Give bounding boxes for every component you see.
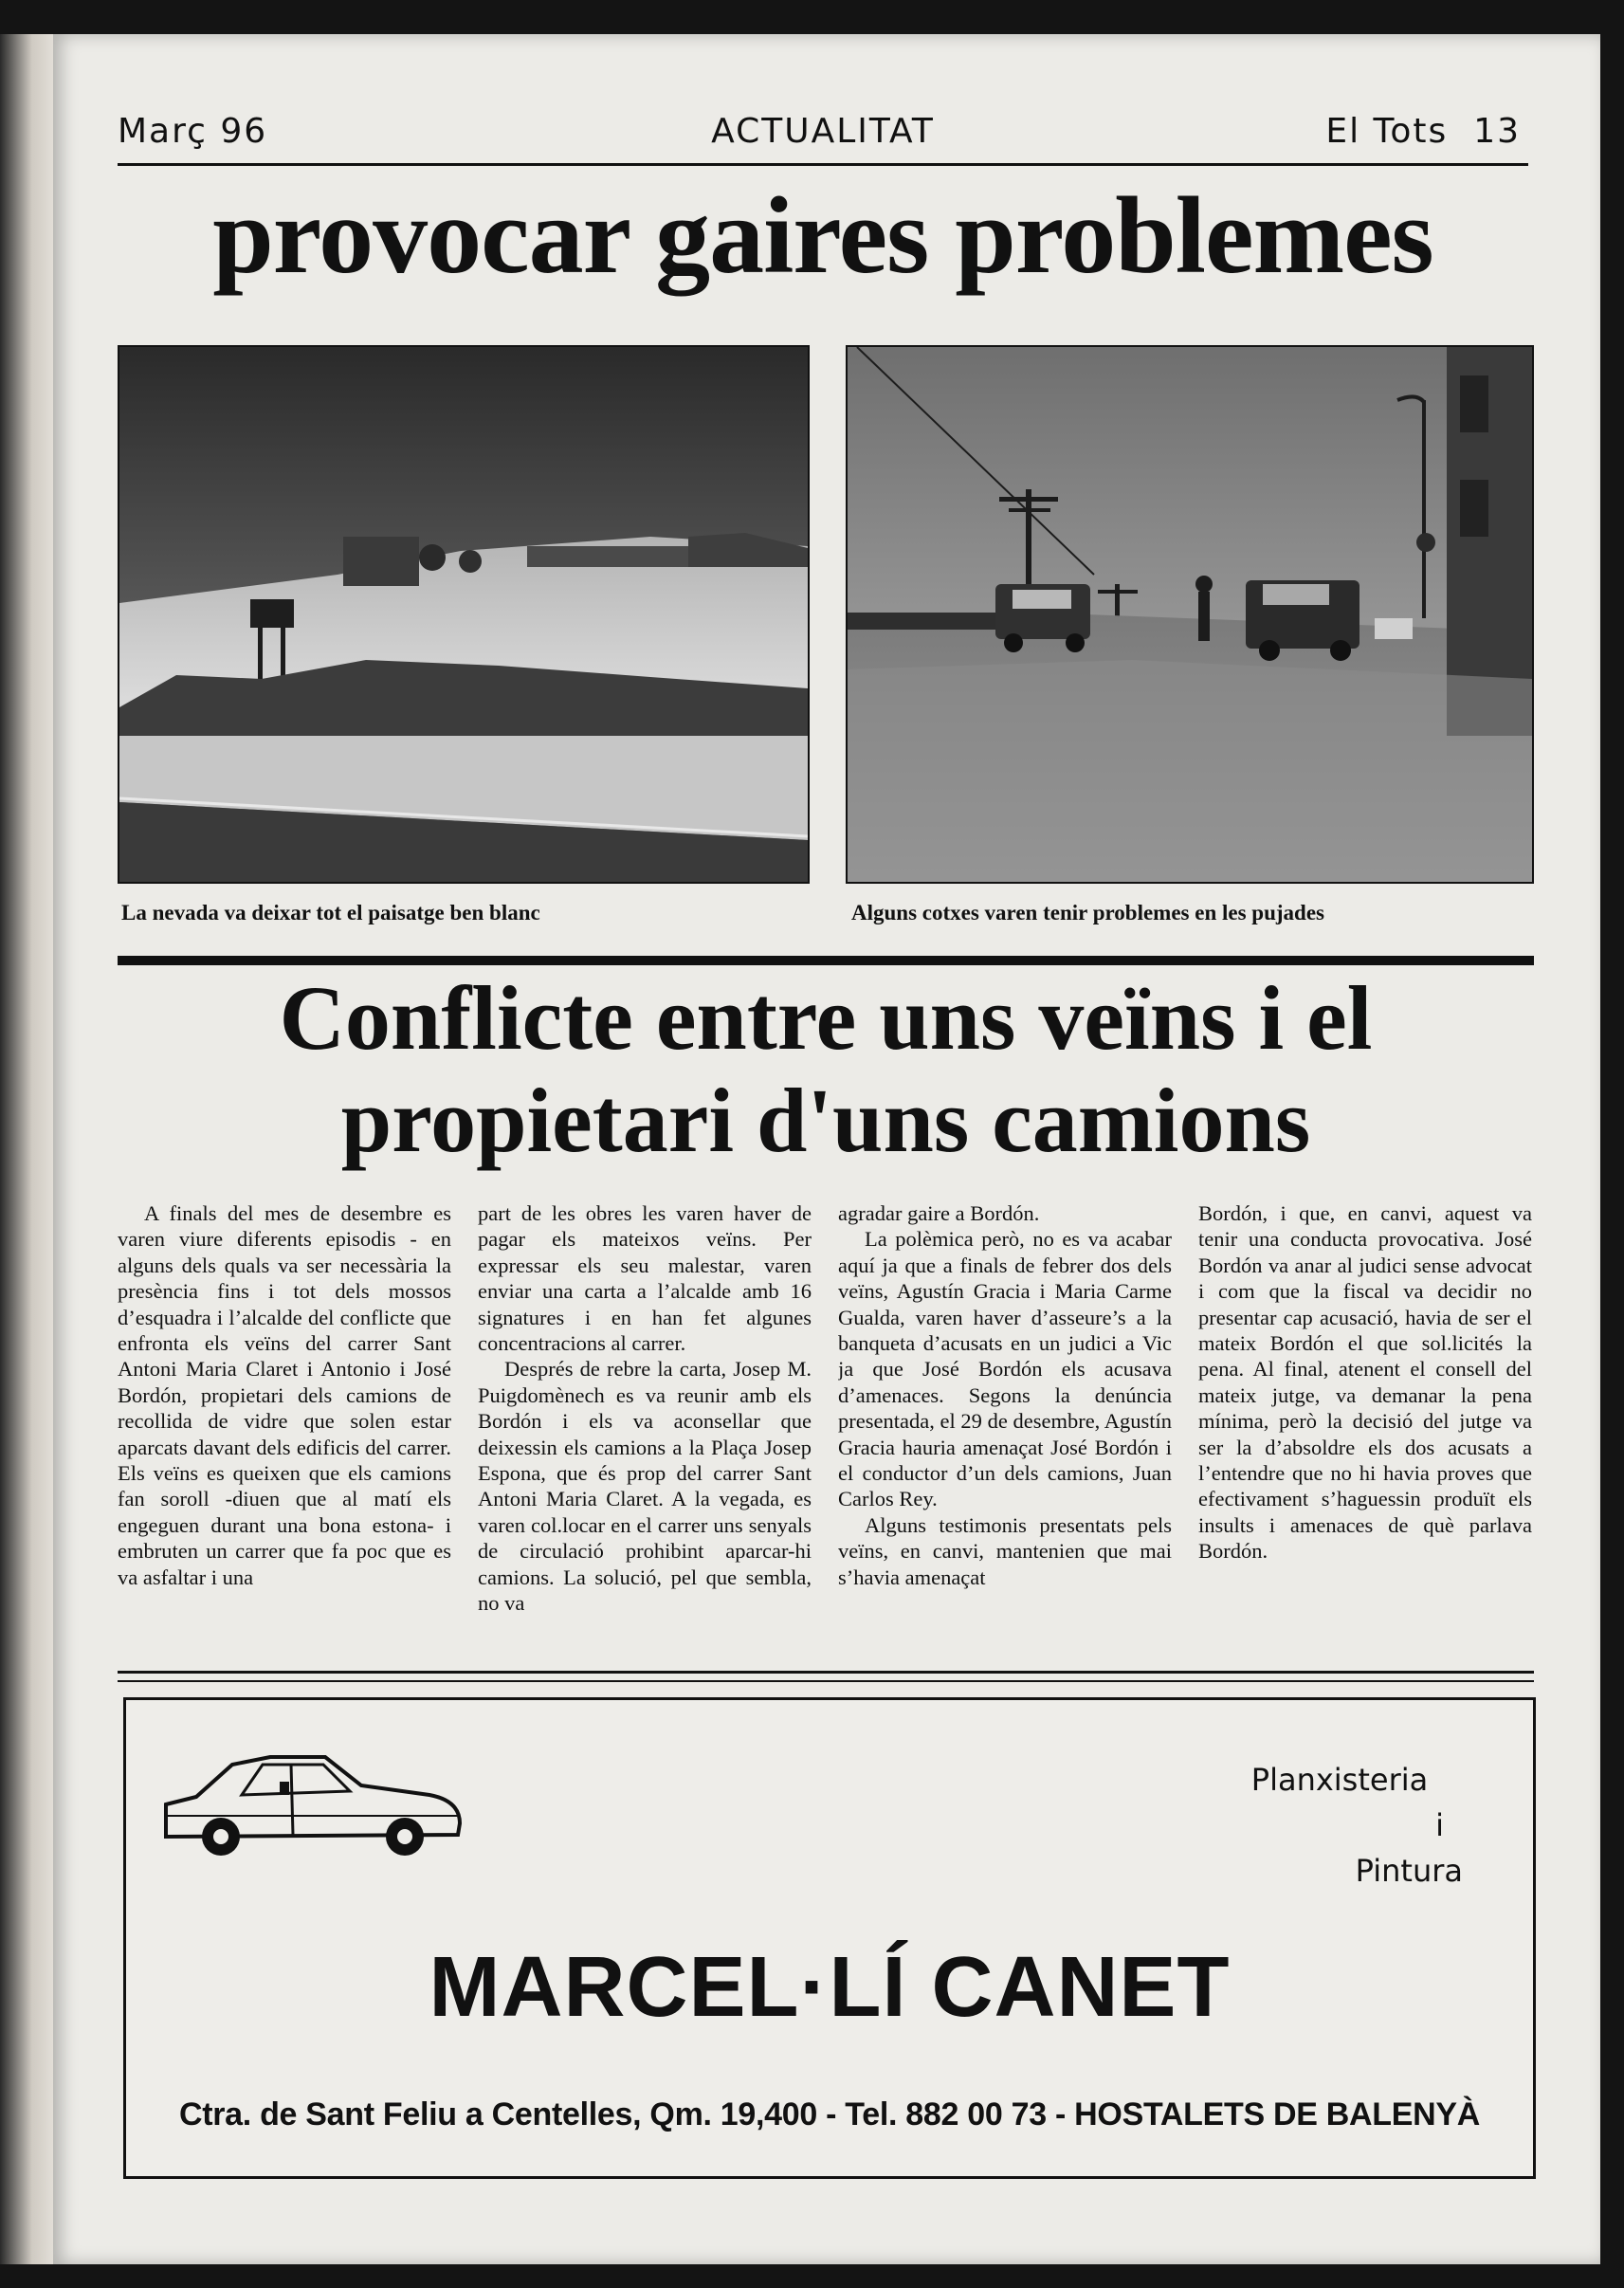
paragraph: A finals del mes de desembre es varen viure diferents episodis - en alguns dels quals va ser necessària la presència fins i tot dels mossos d’esquadra i l’alcalde del conflicte que enfronta els veïns del carrer Sant Antoni Maria Claret i Antonio i José Bordón, propietari dels camions de recollida de vidre que solen estar aparcats davant dels edificis del carrer. Els veïns es queixen que els camions fan soroll -diuen que al matí els engeguen durant una bona estona- i embruten un carrer que fa poc que es va asfaltar i una [118, 1201, 451, 1589]
article-headline [118, 967, 1534, 1171]
page-binding [0, 34, 53, 2264]
ad-service-painting: Pintura [1355, 1853, 1463, 1889]
paragraph: Després de rebre la carta, Josep M. Puigdomènech es va reunir amb els Bordón i els va aconsellar que deixessin els camions a la Plaça Josep Espona, que és prop del carrer Sant Antoni Maria Claret. A la vegada, es varen col.locar en el carrer uns senyals de circulació prohibint aparcar-hi camions. La solució, pel que sembla, no va [478, 1357, 812, 1616]
article-headline-line2: propietari d'uns camions [340, 1069, 1311, 1171]
photo-caption-landscape: La nevada va deixar tot el paisatge ben blanc [121, 901, 540, 924]
snow-road-cars-image [848, 347, 1532, 882]
paragraph: agradar gaire a Bordón. [838, 1201, 1040, 1225]
paragraph: Alguns testimonis presentats pels veïns, en canvi, mantenien que mai s’havia amenaçat [838, 1512, 1172, 1589]
ad-services [1216, 1757, 1463, 1894]
ad-service-joiner: i [1435, 1807, 1444, 1843]
article-column-4 [1198, 1200, 1532, 1652]
photo-caption-cars: Alguns cotxes varen tenir problemes en les pujades [851, 901, 1324, 924]
paragraph: La polèmica però, no es va acabar aquí ja que a finals de febrer dos dels veïns, Agustín Gracia i Maria Carme Gualda, varen haver d’asseure’s a la banqueta d’acusats en un judici a Vic ja que José Bordón els acusava d’amenaces. Segons la denúncia presentada, el 29 de desembre, Agustín Gracia hauria amenaçat José Bordón i el conductor d’un dels camions, Juan Carlos Rey. [838, 1227, 1172, 1511]
ad-address: Ctra. de Sant Feliu a Centelles, Qm. 19,400 - Tel. 882 00 73 - HOSTALETS DE BALENYÀ [178, 2096, 1481, 2132]
article-body [118, 1200, 1532, 1652]
ad-divider-top [118, 1671, 1534, 1674]
ad-service-bodywork: Planxisteria [1250, 1762, 1429, 1798]
paragraph: Bordón, i que, en canvi, aquest va tenir una conducta provocativa. José Bordón va anar al judici sense advocat i com que la fiscal va decidir no presentar cap acusació, havia de ser el mateix Bordón el que sol.licités la pena. Al final, atenent el consell del mateix jutge, va demanar la pena mínima, però la decisió del jutge va ser la d’absoldre els dos acusats a l’entendre que no hi havia proves que efectivament s’haguessin produït els insults i amenaces de què parlava Bordón. [1198, 1201, 1532, 1564]
snow-landscape-photo [118, 345, 810, 884]
article-column-3 [838, 1200, 1172, 1652]
snow-road-cars-photo [846, 345, 1534, 884]
running-header [118, 106, 1528, 166]
continued-headline: provocar gaires problemes [212, 175, 1433, 297]
section-divider [118, 956, 1534, 965]
issue-date: Març 96 [118, 112, 268, 151]
article-column-2 [478, 1200, 812, 1652]
paragraph: part de les obres les varen haver de pagar els mateixos veïns. Per expressar els seu malestar, varen enviar una carta a l’alcalde amb 16 signatures i en han fet algunes concentracions al carrer. [478, 1201, 812, 1356]
section-name: ACTUALITAT [711, 112, 935, 151]
advertisement [123, 1697, 1536, 2179]
article-headline-line1: Conflicte entre uns veïns i el [279, 967, 1373, 1069]
ad-divider-bottom [118, 1680, 1534, 1682]
ad-business-name: MARCEL·LÍ CANET [429, 1940, 1231, 2035]
article-column-1 [118, 1200, 451, 1652]
snow-landscape-image [119, 347, 808, 882]
publication-page-number: El Tots 13 [1325, 112, 1521, 151]
car-icon [158, 1748, 467, 1859]
